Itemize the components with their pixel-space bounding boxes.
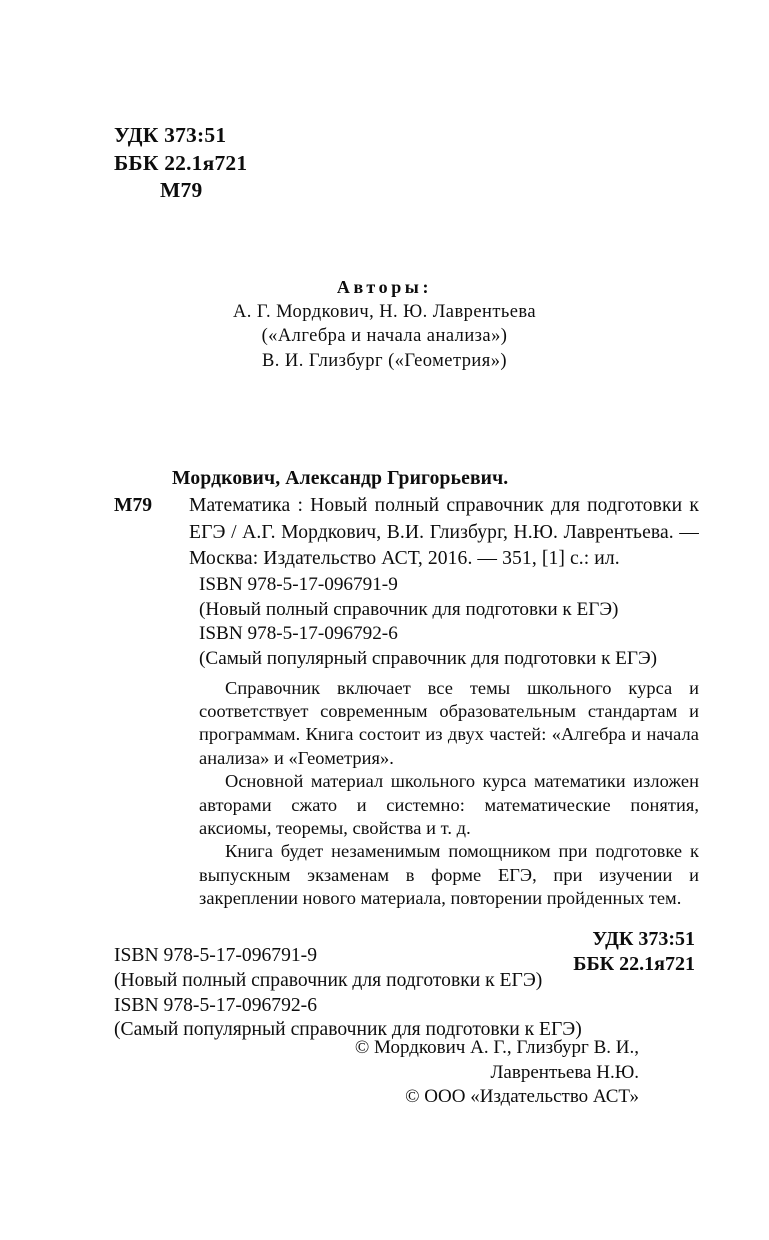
bottom-isbn-1: ISBN 978-5-17-096791-9 (114, 945, 317, 966)
authors-heading: Авторы: (336, 277, 433, 297)
record-isbn-1: ISBN 978-5-17-096791-9 (199, 574, 398, 596)
annotation-paragraph-1: Справочник включает все темы школьного курса и соответствует современным образовательным стандартам и программам. Книга состоит из двух частей: «Алгебра и начала анализа» и «Геометрия». (199, 677, 699, 768)
bottom-isbn-2-note: (Самый популярный справочник для подготовки к ЕГЭ) (114, 1019, 582, 1041)
annotation-paragraph-3: Книга будет незаменимым помощником при подготовке к выпускным экзаменам в форме ЕГЭ, при изучении и закреплении нового материала, повторении пройденных тем. (199, 841, 699, 909)
record-author-heading: Мордкович, Александр Григорьевич. (172, 468, 509, 489)
authors-line-1: А. Г. Мордкович, Н. Ю. Лаврентьева (232, 302, 537, 323)
copyright-block (355, 1036, 639, 1110)
bbk-code-record: ББК 22.1я721 (573, 953, 695, 976)
record-isbn-2: ISBN 978-5-17-096792-6 (199, 623, 398, 645)
shelfmark-top: М79 (160, 178, 203, 202)
record-description-text: Математика : Новый полный справочник для подготовки к ЕГЭ / А.Г. Мордкович, В.И. Глизбург, Н.Ю. Лаврентьева. — Москва: Издательство АСТ, 2016. — 351, [1] с.: ил. (189, 495, 699, 569)
udk-code-top: УДК 373:51 (114, 123, 227, 147)
record-isbn-1-note: (Новый полный справочник для подготовки к ЕГЭ) (199, 598, 619, 620)
record-body (114, 493, 699, 977)
udk-code-record: УДК 373:51 (592, 927, 695, 950)
record-isbn-2-note: (Самый популярный справочник для подготовки к ЕГЭ) (199, 647, 658, 669)
copyright-line-3: © ООО «Издательство АСТ» (405, 1086, 639, 1107)
isbn-block-bottom (114, 944, 582, 1043)
authors-line-2: («Алгебра и начала анализа») (261, 326, 508, 347)
bibliographic-record (114, 466, 699, 978)
bottom-isbn-2: ISBN 978-5-17-096792-6 (114, 994, 317, 1016)
bottom-isbn-1-note: (Новый полный справочник для подготовки к ЕГЭ) (114, 969, 543, 991)
copyright-line-2: Лаврентьева Н.Ю. (490, 1061, 639, 1083)
record-isbn-block (189, 573, 699, 671)
classification-codes-top (114, 122, 247, 205)
authors-block (0, 275, 769, 373)
annotation-paragraph-2: Основной материал школьного курса математики изложен авторами сжато и системно: математические понятия, аксиомы, теоремы, свойства и т. д. (199, 771, 699, 838)
record-annotation (189, 677, 699, 911)
bbk-code-top: ББК 22.1я721 (114, 150, 248, 175)
record-shelfmark: М79 (114, 495, 153, 517)
copyright-line-1: © Мордкович А. Г., Глизбург В. И., (354, 1037, 639, 1058)
authors-line-3: В. И. Глизбург («Геометрия») (261, 350, 508, 371)
record-description (189, 493, 699, 572)
